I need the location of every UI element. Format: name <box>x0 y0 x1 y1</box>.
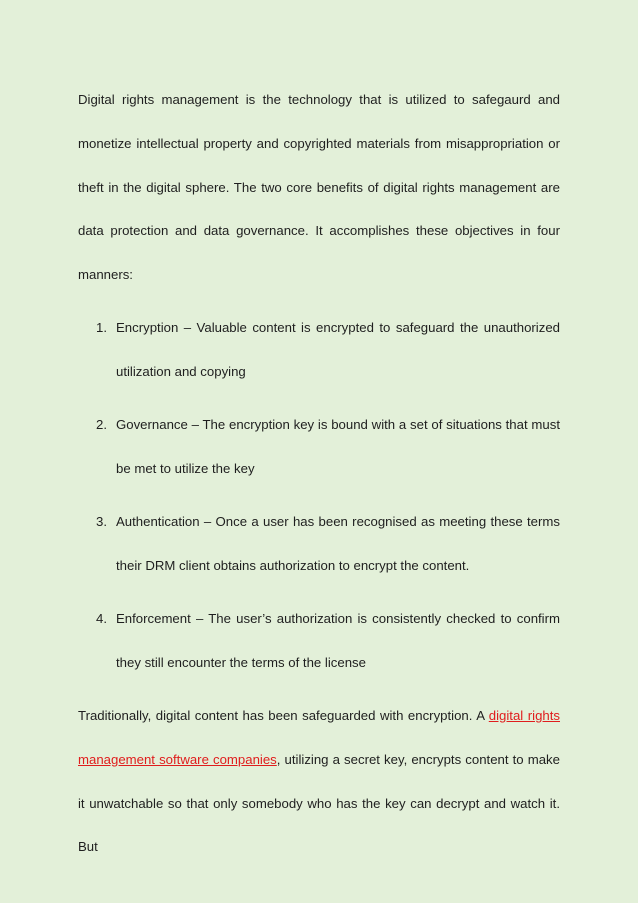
list-item-text: Encryption – Valuable content is encrypted to safeguard the unauthorized utilization and copying <box>116 319 560 379</box>
intro-paragraph: Digital rights management is the technology that is utilized to safegaurd and monetize intellectual property and copyrighted materials from misappropriation or theft in the digital sphere. The two core benefits of digital rights management are data protection and data governance. It accomplishes these objectives in four manners: <box>78 92 560 283</box>
drm-companies-link[interactable]: digital rights management software companies <box>78 707 560 767</box>
closing-text-after-link: , utilizing a secret key, encrypts content to make it unwatchable so that only somebody who has the key can decrypt and watch it. But <box>78 751 560 855</box>
list-item-number: 3. <box>96 513 107 529</box>
list-item <box>78 597 560 685</box>
closing-paragraph <box>78 694 560 869</box>
list-item-text: Governance – The encryption key is bound with a set of situations that must be met to utilize the key <box>116 416 560 476</box>
list-item <box>78 403 560 491</box>
benefits-list <box>78 306 560 685</box>
list-item-number: 1. <box>96 319 107 335</box>
list-item-number: 4. <box>96 610 107 626</box>
list-item-number: 2. <box>96 416 107 432</box>
closing-text-before-link: Traditionally, digital content has been safeguarded with encryption. A <box>78 707 489 723</box>
list-item <box>78 306 560 394</box>
document-page <box>78 78 560 869</box>
list-item <box>78 500 560 588</box>
list-item-text: Enforcement – The user’s authorization is consistently checked to confirm they still encounter the terms of the license <box>116 610 560 670</box>
list-item-text: Authentication – Once a user has been recognised as meeting these terms their DRM client obtains authorization to encrypt the content. <box>116 513 560 573</box>
